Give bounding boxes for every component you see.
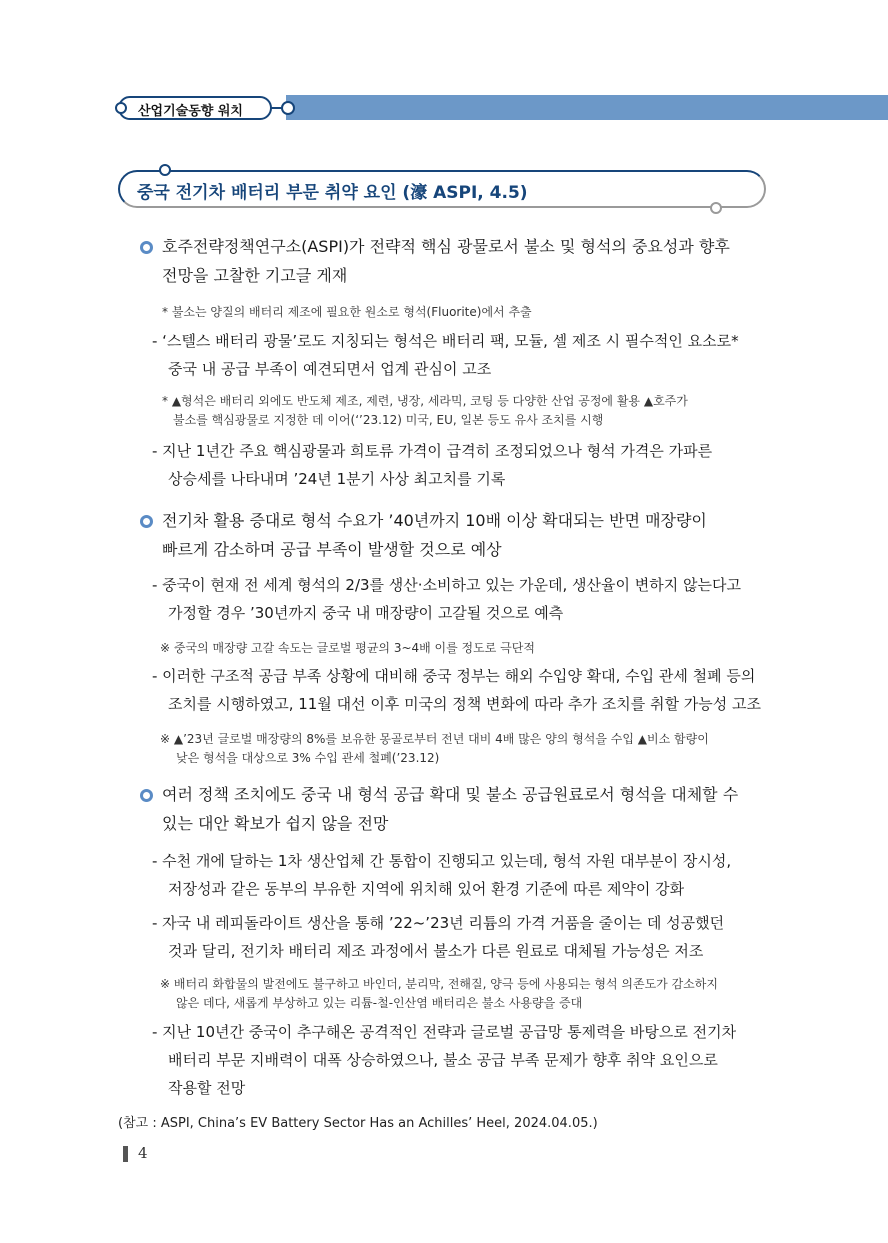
reference-citation: (참고 : ASPI, China’s EV Battery Sector Has an Achilles’ Heel, 2024.04.05.)	[118, 1116, 598, 1131]
bullet-circle-icon	[140, 241, 153, 254]
section2-sub2-line2: 조치를 시행하였고, 11월 대선 이후 미국의 정책 변화에 따라 추가 조치를 취할 가능성 고조	[168, 695, 761, 713]
section2-note2-line2: 낮은 형석을 대상으로 3% 수입 관세 철폐(’23.12)	[176, 751, 440, 765]
section2-sub1-line1: - 중국이 현재 전 세계 형석의 2/3를 생산·소비하고 있는 가운데, 생산율이 변하지 않는다고	[152, 576, 741, 594]
section1-sub2-line1: - 지난 1년간 주요 핵심광물과 희토류 가격이 급격히 조정되었으나 형석 가격은 가파른	[152, 442, 713, 460]
section2-note2-line1: ※ ▲’23년 글로벌 매장량의 8%를 보유한 몽골로부터 전년 대비 4배 많은 양의 형석을 수입 ▲비소 함량이	[160, 732, 709, 746]
section1-line1: 호주전략정책연구소(ASPI)가 전략적 핵심 광물로서 불소 및 형석의 중요성과 향후	[162, 237, 730, 256]
bullet-circle-icon	[140, 515, 153, 528]
section3-line2: 있는 대안 확보가 쉽지 않을 전망	[162, 814, 389, 833]
section1-sub1-line2: 중국 내 공급 부족이 예견되면서 업계 관심이 고조	[168, 360, 492, 378]
section1-line2: 전망을 고찰한 기고글 게재	[162, 266, 348, 285]
section2-note1: ※ 중국의 매장량 고갈 속도는 글로벌 평균의 3~4배 이를 정도로 극단적	[160, 641, 535, 655]
section3-sub1-line1: - 수천 개에 달하는 1차 생산업체 간 통합이 진행되고 있는데, 형석 자원 대부분이 장시성,	[152, 852, 732, 870]
section3-line1: 여러 정책 조치에도 중국 내 형석 공급 확대 및 불소 공급원료로서 형석을 대체할 수	[162, 785, 739, 804]
page-marker	[123, 1146, 128, 1162]
header-dot-icon	[281, 101, 295, 115]
section3-sub3-line3: 작용할 전망	[168, 1079, 246, 1097]
section-label: 산업기술동향 워치	[138, 104, 243, 119]
section2-line1: 전기차 활용 증대로 형석 수요가 ’40년까지 10배 이상 확대되는 반면 매장량이	[162, 511, 707, 530]
page-title: 중국 전기차 배터리 부문 취약 요인 (濠 ASPI, 4.5)	[137, 183, 528, 203]
section3-sub2-line1: - 자국 내 레피돌라이트 생산을 통해 ’22~’23년 리튬의 가격 거품을 줄이는 데 성공했던	[152, 914, 725, 932]
title-dot-icon	[159, 164, 171, 176]
section3-sub1-line2: 저장성과 같은 동부의 부유한 지역에 위치해 있어 환경 기준에 따른 제약이 강화	[168, 880, 685, 898]
bullet-circle-icon	[140, 789, 153, 802]
section3-sub3-line2: 배터리 부문 지배력이 대폭 상승하였으나, 불소 공급 부족 문제가 향후 취약 요인으로	[168, 1051, 718, 1069]
section1-note2-line2: 불소를 핵심광물로 지정한 데 이어(‘’23.12) 미국, EU, 일본 등도 유사 조치를 시행	[173, 413, 604, 427]
section2-sub2-line1: - 이러한 구조적 공급 부족 상황에 대비해 중국 정부는 해외 수입양 확대, 수입 관세 철폐 등의	[152, 667, 756, 685]
title-dot-icon-bottom	[710, 202, 722, 214]
section1-note1: * 불소는 양질의 배터리 제조에 필요한 원소로 형석(Fluorite)에서 추출	[162, 305, 532, 319]
page-number: 4	[138, 1144, 148, 1162]
section1-note2-line1: * ▲형석은 배터리 외에도 반도체 제조, 제련, 냉장, 세라믹, 코팅 등 다양한 산업 공정에 활용 ▲호주가	[162, 394, 688, 408]
section3-note1-line2: 않은 데다, 새롭게 부상하고 있는 리튬-철-인산염 배터리은 불소 사용량을 증대	[176, 996, 583, 1010]
section2-sub1-line2: 가정할 경우 ’30년까지 중국 내 매장량이 고갈될 것으로 예측	[168, 604, 564, 622]
section1-sub1-line1: - ‘스텔스 배터리 광물’로도 지칭되는 형석은 배터리 팩, 모듈, 셀 제조 시 필수적인 요소로*	[152, 332, 739, 350]
section2-line2: 빠르게 감소하며 공급 부족이 발생할 것으로 예상	[162, 540, 502, 559]
header-band	[286, 95, 888, 120]
header-dot-icon-left	[115, 102, 127, 114]
section3-note1-line1: ※ 배터리 화합물의 발전에도 불구하고 바인더, 분리막, 전해질, 양극 등에 사용되는 형석 의존도가 감소하지	[160, 977, 718, 991]
section3-sub3-line1: - 지난 10년간 중국이 추구해온 공격적인 전략과 글로벌 공급망 통제력을 바탕으로 전기차	[152, 1023, 737, 1041]
section3-sub2-line2: 것과 달리, 전기차 배터리 제조 과정에서 불소가 다른 원료로 대체될 가능성은 저조	[168, 942, 704, 960]
section1-sub2-line2: 상승세를 나타내며 ’24년 1분기 사상 최고치를 기록	[168, 470, 506, 488]
